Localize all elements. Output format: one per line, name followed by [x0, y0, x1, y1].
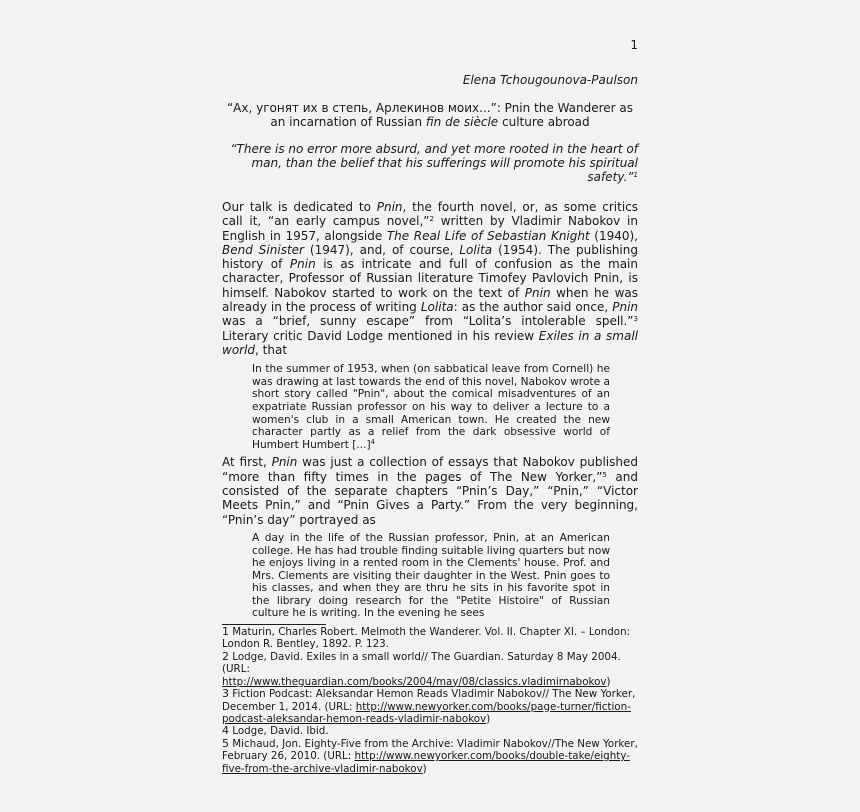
footnote-number: 4: [222, 724, 229, 738]
epigraph-text: “There is no error more absurd, and yet more rooted in the heart of man, than the belief that his sufferings will promote his spiritual safety.”: [230, 142, 638, 184]
title-line-1: “Ах, угонят их в степь, Арлекинов моих...”: Pnin the Wanderer as: [226, 101, 634, 115]
text-run: written by Vladimir Nabokov in English in 1957, alongside: [222, 214, 638, 243]
text-run: Literary critic David Lodge mentioned in his review: [222, 328, 539, 343]
footnote-ref-2: 2: [429, 215, 434, 224]
italic-title-pnin: Pnin: [524, 285, 551, 300]
footnote-text: Lodge, David. Ibid.: [229, 725, 329, 738]
text-run: Our talk is dedicated to: [222, 200, 377, 214]
italic-title-real-life: The Real Life of Sebastian Knight: [386, 228, 590, 243]
text-run: and consisted of the separate chapters “Pnin’s Day,” “Pnin,” “Victor Meets Pnin,” and “Pnin Gives a Party.” From the very beginning, “Pnin’s day” portrayed as: [222, 469, 638, 527]
italic-title-bend-sinister: Bend Sinister: [222, 242, 304, 257]
text-run: (1954). The publishing history of: [222, 242, 638, 272]
paragraph-1: [222, 200, 638, 357]
title-line-2-pre: an incarnation of Russian: [270, 115, 426, 129]
quote-text: A day in the life of the Russian professor, Pnin, at an American college. He has had trouble finding suitable living quarters but now he enjoys living in a rented room in the Clements' house. Prof. and Mrs. Clements are visiting their daughter in the West. Pnin goes to his classes, and when they are thru he sits in his favorite spot in the library doing research for the "Petite Histoire" of Russian culture he is writing. In the evening he sees: [252, 531, 610, 620]
footnote-1: [222, 626, 638, 651]
footnote-number: 2: [222, 649, 229, 663]
text-run: was a “brief, sunny escape” from “Lolita’s intolerable spell.”: [222, 314, 634, 329]
text-run: (1940),: [589, 228, 639, 243]
footnote-text: Lodge, David. Exiles in a small world// The Guardian. Saturday 8 May 2004. (URL:: [222, 650, 621, 676]
footnote-tail: ): [486, 712, 491, 725]
page-content: [222, 38, 638, 775]
footnote-tail: ): [422, 762, 427, 775]
page-number: 1: [630, 38, 638, 52]
italic-title-pnin: Pnin: [271, 455, 298, 470]
footnote-3: [222, 688, 638, 725]
footnote-number: 3: [222, 687, 229, 701]
footnote-text: Fiction Podcast: Aleksandar Hemon Reads Vladimir Nabokov// The New Yorker, December 1, 2014. (URL:: [222, 688, 636, 713]
footnote-link[interactable]: http://www.theguardian.com/books/2004/may/08/classics.vladimirnabokov: [222, 675, 607, 688]
epigraph: [222, 142, 638, 184]
text-run: was just a collection of essays that Nabokov published “more than fifty times in the pages of The New Yorker,”: [222, 455, 638, 484]
footnote-number: 1: [222, 625, 229, 639]
footnote-link[interactable]: http://www.newyorker.com/books/double-take/eighty-five-from-the-archive-vladimir-nabokov: [222, 750, 630, 775]
block-quote-2: [252, 532, 610, 620]
footnote-ref-1: 1: [633, 171, 638, 179]
footnote-link[interactable]: http://www.newyorker.com/books/page-turner/fiction-podcast-aleksandar-hemon-reads-vladimir-nabokov: [222, 700, 631, 725]
footnote-text: Michaud, Jon. Eighty-Five from the Archive: Vladimir Nabokov//The New Yorker, February 26, 2010. (URL:: [222, 737, 638, 763]
text-run: is as intricate and full of confusion as the main character, Professor of Russian literature Timofey Pavlovich Pnin, is himself. Nabokov started to work on the text of: [222, 257, 638, 300]
text-run: , the fourth novel, or, as some critics call it, “an early campus novel,”: [222, 200, 638, 229]
footnote-4: [222, 725, 638, 737]
paper-title: [222, 101, 638, 129]
footnote-ref-4: 4: [370, 437, 376, 446]
footnote-5: [222, 738, 638, 775]
italic-title-lolita: Lolita: [420, 300, 454, 315]
title-line-2-post: culture abroad: [498, 115, 590, 129]
footnote-ref-5: 5: [602, 470, 607, 479]
footnote-2: [222, 651, 638, 688]
footnote-divider: [222, 624, 326, 625]
paragraph-2: [222, 455, 638, 526]
italic-title-pnin: Pnin: [612, 300, 639, 315]
quote-text: In the summer of 1953, when (on sabbatical leave from Cornell) he was drawing at last towards the end of this novel, Nabokov wrote a short story called "Pnin", about the comical misadventures of an expatriate Russian professor on his way to deliver a lecture to a women's club in a small American town. He created the new character partly as a relief from the dark obsessive world of Humbert Humbert [...]: [252, 363, 610, 451]
footnotes: [222, 626, 638, 775]
block-quote-1: [252, 363, 610, 451]
footnote-number: 5: [222, 736, 229, 750]
text-run: (1947), and, of course,: [303, 242, 460, 257]
footnote-tail: ): [606, 675, 611, 688]
text-run: , that: [255, 342, 288, 357]
italic-title-lolita: Lolita: [459, 242, 493, 257]
italic-title-exiles: Exiles in a small world: [222, 328, 639, 357]
italic-title-pnin: Pnin: [289, 257, 316, 272]
footnote-ref-3: 3: [633, 315, 638, 324]
text-run: At first,: [222, 455, 272, 470]
author-name: Elena Tchougounova-Paulson: [462, 73, 638, 87]
italic-title-pnin: Pnin: [376, 200, 403, 214]
text-run: : as the author said once,: [453, 300, 613, 315]
text-run: when he was already in the process of writing: [222, 285, 638, 315]
title-italic-phrase: fin de siècle: [425, 115, 499, 129]
footnote-text: Maturin, Charles Robert. Melmoth the Wanderer. Vol. II. Chapter XI. – London: London R. Bentley, 1892. P. 123.: [222, 626, 631, 651]
